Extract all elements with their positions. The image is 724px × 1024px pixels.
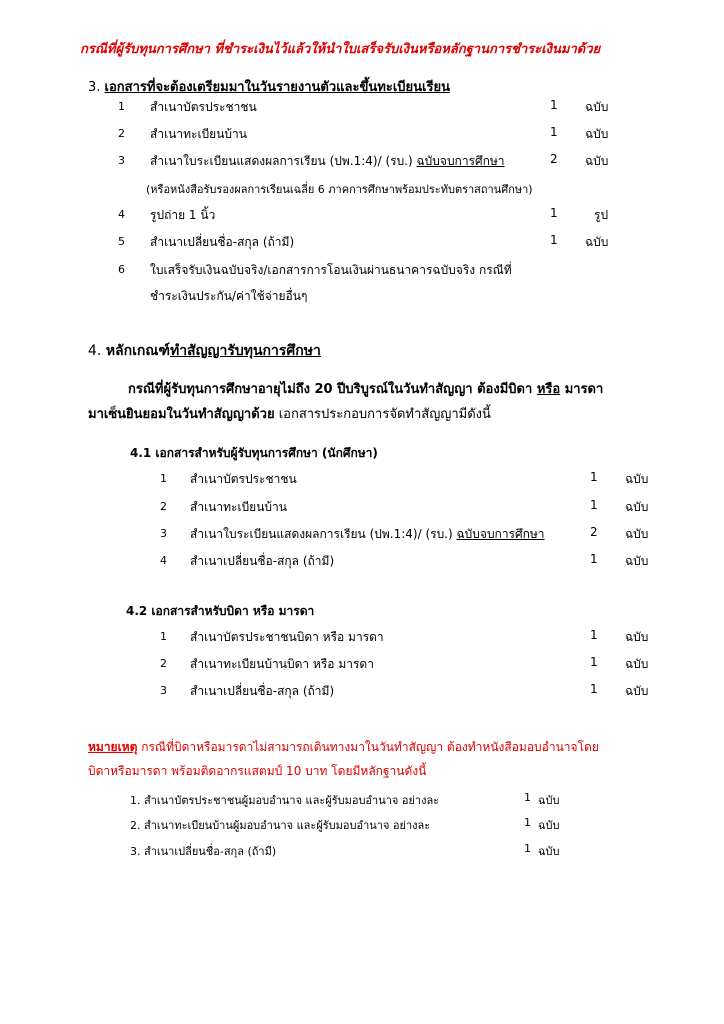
- section-4-title-b: ทำสัญญารับทุนการศึกษา: [169, 343, 321, 359]
- list-item-unit: ฉบับ: [625, 527, 649, 541]
- list-item-unit: ฉบับ: [625, 500, 649, 514]
- list-item-text: สำเนาทะเบียนบ้าน: [190, 500, 287, 514]
- section-3-title: เอกสารที่จะต้องเตรียมมาในวันรายงานตัวและขึ้นทะเบียนเรียน: [104, 80, 450, 95]
- list-item-text-continued: ชำระเงินประกัน/ค่าใช้จ่ายอื่นๆ: [150, 289, 308, 303]
- list-item-unit: ฉบับ: [625, 657, 649, 671]
- list-item-qty: 1: [590, 552, 598, 566]
- remark-item-text: 3. สำเนาเปลี่ยนชื่อ-สกุล (ถ้ามี): [130, 845, 277, 858]
- list-item-unit: ฉบับ: [585, 235, 609, 249]
- list-item-number: 1: [160, 630, 167, 643]
- list-item-text: สำเนาเปลี่ยนชื่อ-สกุล (ถ้ามี): [150, 235, 295, 249]
- remark-item-qty: 1: [524, 842, 531, 855]
- list-item-unit: ฉบับ: [625, 630, 649, 644]
- list-item-unit: ฉบับ: [585, 154, 609, 168]
- remark-item-text: 1. สำเนาบัตรประชาชนผู้มอบอำนาจ และผู้รับมอบอำนาจ อย่างละ: [130, 794, 440, 807]
- remark-label: หมายเหตุ: [88, 740, 138, 754]
- list-item-text: รูปถ่าย 1 นิ้ว: [150, 208, 216, 222]
- list-item-qty: 1: [550, 233, 558, 247]
- list-item-qty: 2: [550, 152, 558, 166]
- graduation-transcript-label: ฉบับจบการศึกษา: [416, 154, 505, 168]
- list-item-number: 3: [160, 527, 167, 540]
- remark-item-qty: 1: [524, 816, 531, 829]
- list-item-number: 3: [160, 684, 167, 697]
- list-item-unit: รูป: [594, 208, 609, 222]
- section-4-heading: [88, 340, 321, 362]
- list-item-number: 1: [118, 100, 125, 113]
- header-note: กรณีที่ผู้รับทุนการศึกษา ที่ชำระเงินไว้แล้วให้นำใบเสร็จรับเงินหรือหลักฐานการชำระเงินมาด้วย: [80, 42, 601, 57]
- section-4-number: 4.: [88, 343, 102, 359]
- list-item-qty: 1: [550, 98, 558, 112]
- list-item-number: 4: [118, 208, 125, 221]
- list-item-unit: ฉบับ: [625, 472, 649, 486]
- list-item-text: สำเนาทะเบียนบ้าน: [150, 127, 247, 141]
- remark-item-unit: ฉบับ: [538, 845, 560, 858]
- remark-item-text: 2. สำเนาทะเบียนบ้านผู้มอบอำนาจ และผู้รับมอบอำนาจ อย่างละ: [130, 819, 431, 832]
- list-item-text: ใบเสร็จรับเงินฉบับจริง/เอกสารการโอนเงินผ่านธนาคารฉบับจริง กรณีที่: [150, 263, 512, 277]
- remark-line1: หมายเหตุ กรณีที่บิดาหรือมารดาไม่สามารถเดินทางมาในวันทำสัญญา ต้องทำหนังสือมอบอำนาจโดย: [88, 740, 599, 754]
- list-item-qty: 1: [590, 655, 598, 669]
- list-item-number: 2: [118, 127, 125, 140]
- remark-line2: บิดาหรือมารดา พร้อมติดอากรแสตมป์ 10 บาท โดยมีหลักฐานดังนี้: [88, 764, 427, 778]
- list-item-note: (หรือหนังสือรับรองผลการเรียนเฉลี่ย 6 ภาคการศึกษาพร้อมประทับตราสถานศึกษา): [146, 183, 533, 196]
- subsection-4-1-title: 4.1 เอกสารสำหรับผู้รับทุนการศึกษา (นักศึกษา): [130, 446, 378, 460]
- list-item-qty: 1: [550, 206, 558, 220]
- list-item-number: 1: [160, 472, 167, 485]
- list-item-text: สำเนาใบระเบียนแสดงผลการเรียน (ปพ.1:4)/ (รบ.) ฉบับจบการศึกษา: [150, 154, 505, 168]
- list-item-text: สำเนาเปลี่ยนชื่อ-สกุล (ถ้ามี): [190, 554, 335, 568]
- list-item-text: สำเนาเปลี่ยนชื่อ-สกุล (ถ้ามี): [190, 684, 335, 698]
- graduation-transcript-label: ฉบับจบการศึกษา: [456, 527, 545, 541]
- subsection-4-2-title: 4.2 เอกสารสำหรับบิดา หรือ มารดา: [126, 604, 315, 618]
- list-item-qty: 1: [590, 628, 598, 642]
- list-item-number: 3: [118, 154, 125, 167]
- list-item-unit: ฉบับ: [625, 554, 649, 568]
- section-4-paragraph-line1: กรณีที่ผู้รับทุนการศึกษาอายุไม่ถึง 20 ปีบริบูรณ์ในวันทำสัญญา ต้องมีบิดา หรือ มารดา: [128, 382, 604, 397]
- list-item-text: สำเนาบัตรประชาชนบิดา หรือ มารดา: [190, 630, 384, 644]
- list-item-text: สำเนาบัตรประชาชน: [150, 100, 257, 114]
- list-item-text: สำเนาบัตรประชาชน: [190, 472, 297, 486]
- list-item-qty: 2: [590, 525, 598, 539]
- or-emphasis: หรือ: [536, 382, 561, 397]
- list-item-qty: 1: [550, 125, 558, 139]
- list-item-qty: 1: [590, 470, 598, 484]
- remark-item-unit: ฉบับ: [538, 794, 560, 807]
- list-item-qty: 1: [590, 498, 598, 512]
- remark-item-qty: 1: [524, 791, 531, 804]
- remark-item-unit: ฉบับ: [538, 819, 560, 832]
- section-4-paragraph-line2: มาเซ็นยินยอมในวันทำสัญญาด้วย เอกสารประกอบการจัดทำสัญญามีดังนี้: [88, 407, 491, 422]
- list-item-number: 5: [118, 235, 125, 248]
- list-item-number: 2: [160, 500, 167, 513]
- list-item-unit: ฉบับ: [585, 100, 609, 114]
- section-3-heading: [88, 76, 450, 97]
- list-item-qty: 1: [590, 682, 598, 696]
- list-item-unit: ฉบับ: [625, 684, 649, 698]
- list-item-number: 6: [118, 263, 125, 276]
- list-item-number: 2: [160, 657, 167, 670]
- list-item-text: สำเนาใบระเบียนแสดงผลการเรียน (ปพ.1:4)/ (รบ.) ฉบับจบการศึกษา: [190, 527, 545, 541]
- list-item-unit: ฉบับ: [585, 127, 609, 141]
- list-item-text: สำเนาทะเบียนบ้านบิดา หรือ มารดา: [190, 657, 374, 671]
- section-4-title-a: หลักเกณฑ์: [105, 343, 170, 359]
- list-item-number: 4: [160, 554, 167, 567]
- section-3-number: 3.: [88, 80, 101, 95]
